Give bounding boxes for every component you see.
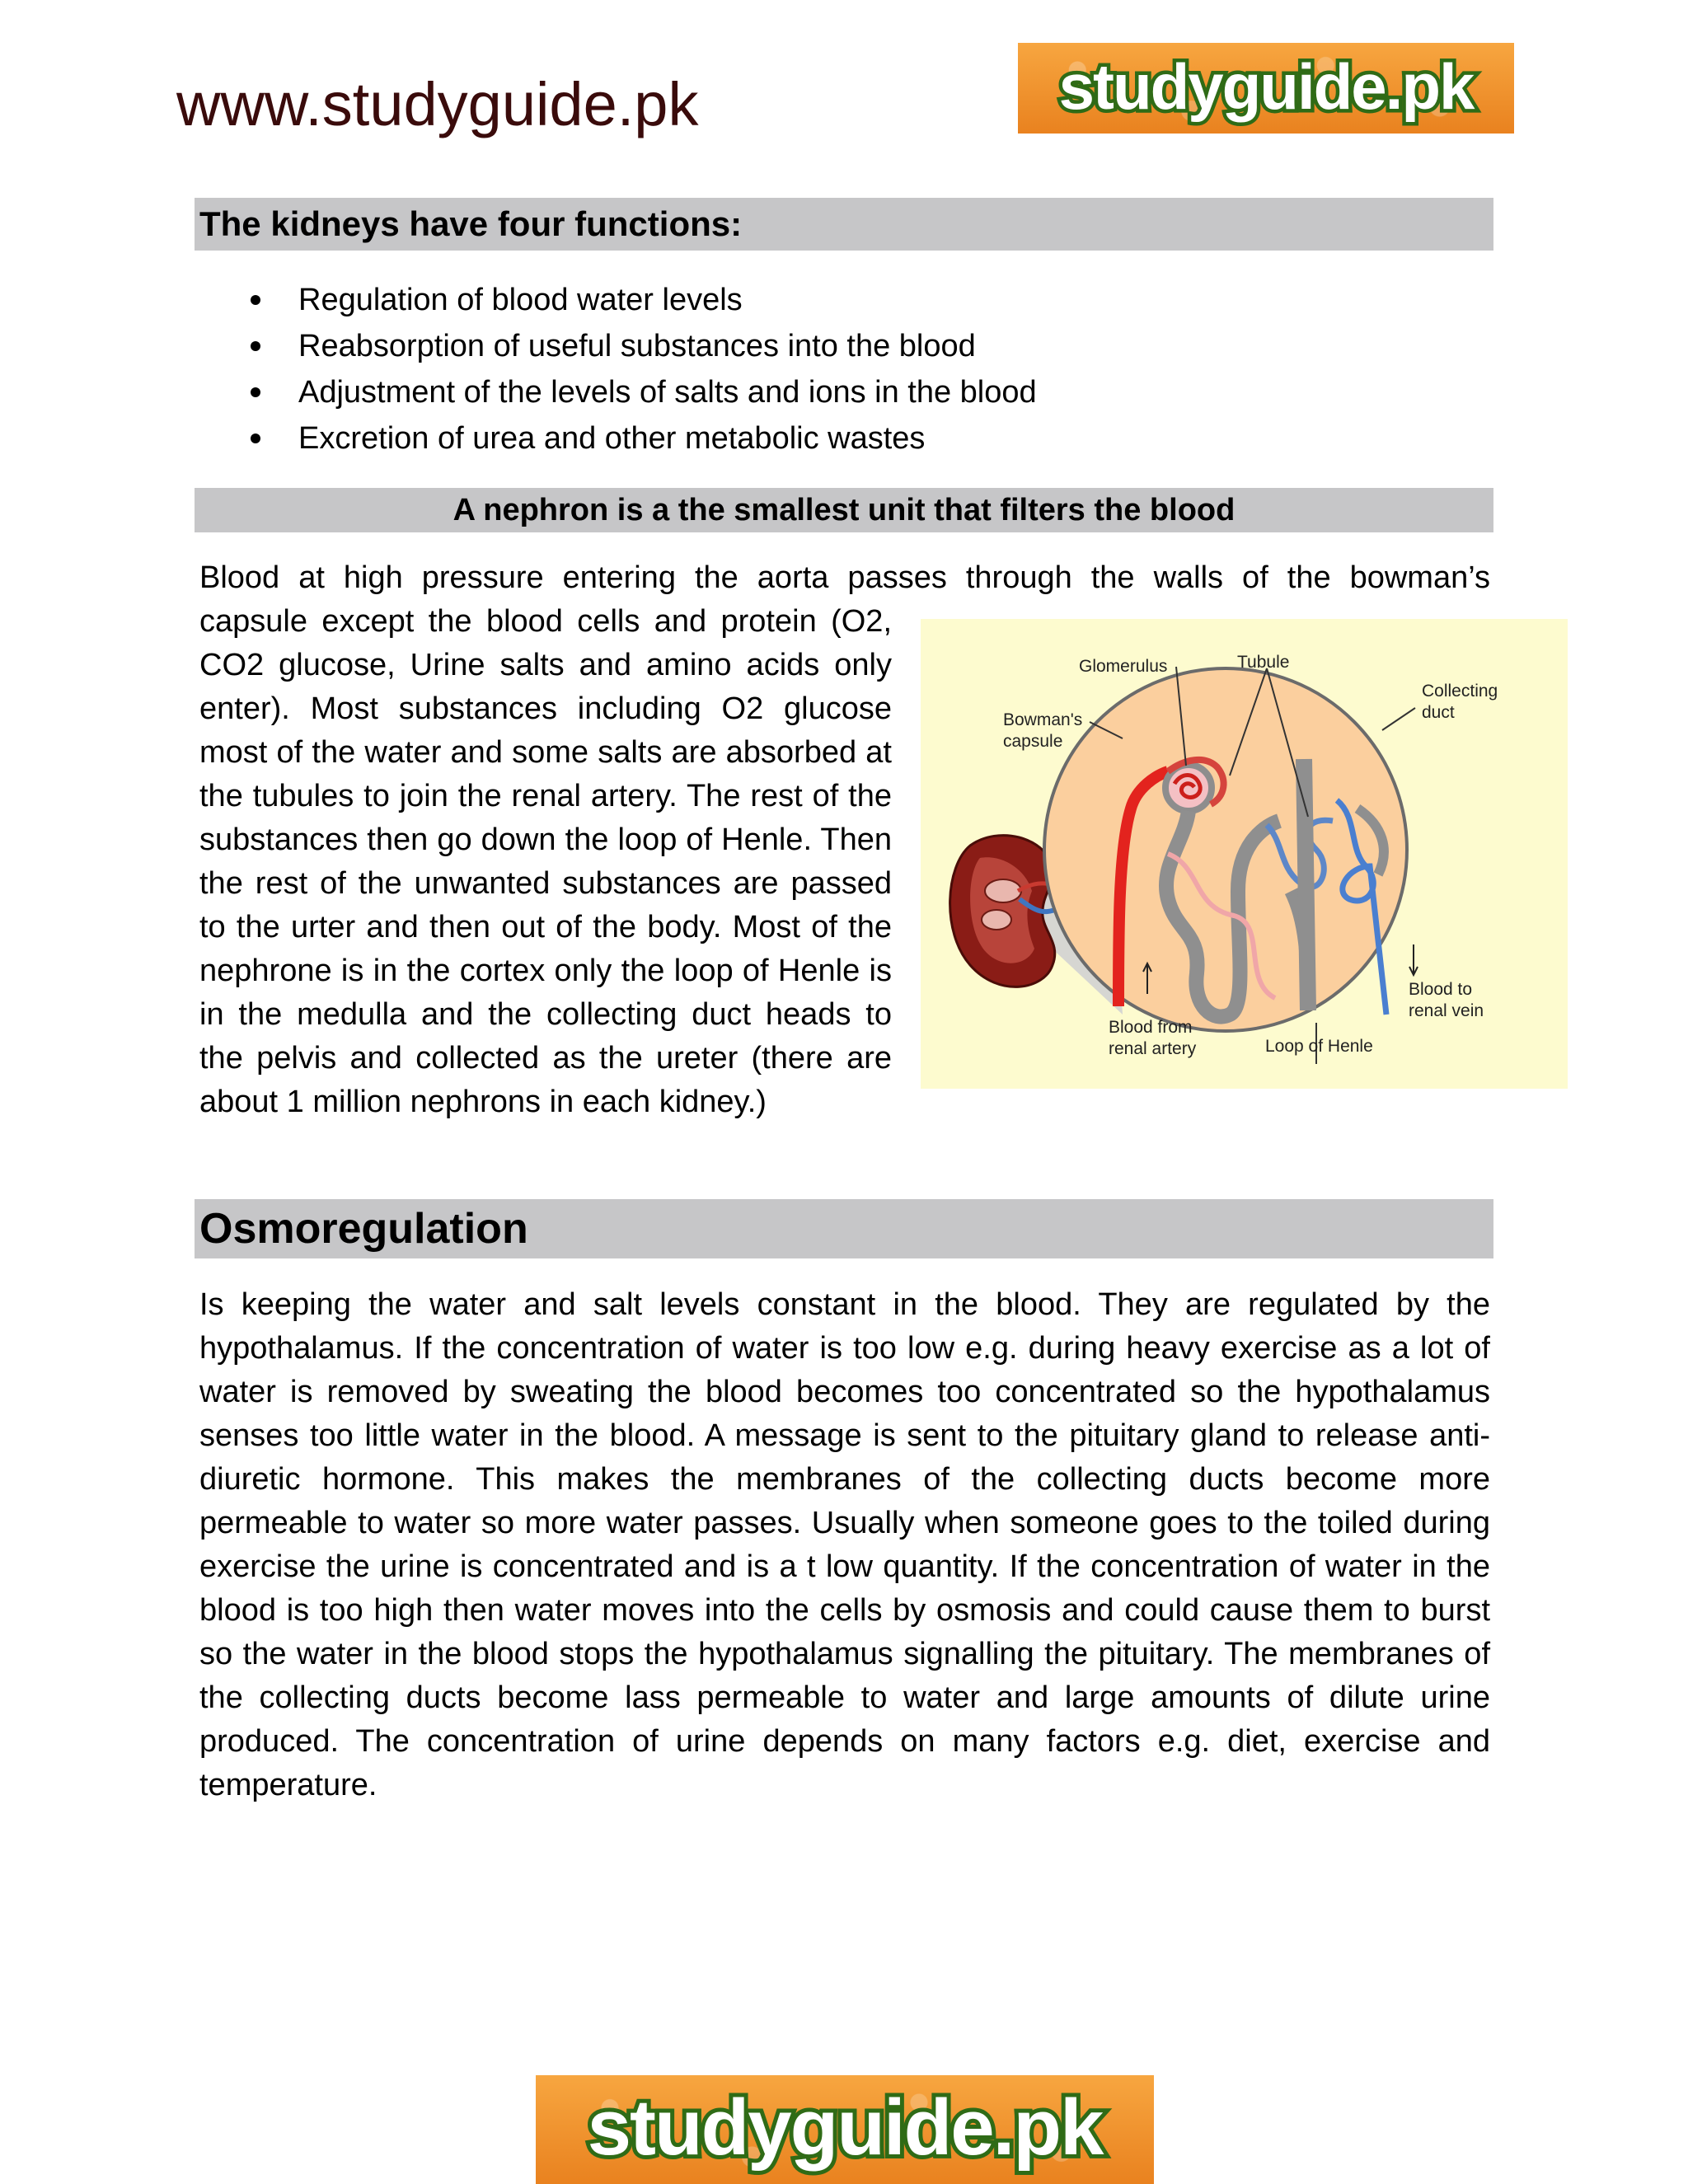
bullet-icon: [251, 434, 260, 443]
nephron-heading-bar: [195, 488, 1493, 532]
list-item-text: Regulation of blood water levels: [298, 283, 743, 317]
list-item: [247, 369, 1037, 415]
list-item: [247, 415, 1037, 462]
list-item: [247, 323, 1037, 369]
label-collecting-duct-1: Collecting: [1422, 682, 1498, 701]
pointer-line: [1382, 708, 1415, 730]
label-glomerulus: Glomerulus: [1079, 657, 1168, 676]
list-item: [247, 277, 1037, 323]
bullet-icon: [251, 341, 260, 351]
list-item-text: Excretion of urea and other metabolic wastes: [298, 421, 926, 456]
label-tubule: Tubule: [1237, 653, 1290, 672]
site-url[interactable]: www.studyguide.pk: [176, 70, 699, 138]
functions-heading: The kidneys have four functions:: [199, 204, 743, 243]
osmoregulation-heading: Osmoregulation: [199, 1205, 528, 1253]
bullet-icon: [251, 295, 260, 305]
studyguide-logo-footer[interactable]: [536, 2075, 1154, 2184]
label-bowmans-2: capsule: [1003, 732, 1063, 751]
logo-art: [536, 2075, 1154, 2184]
nephron-diagram: [921, 619, 1568, 1089]
collecting-duct-main: [1304, 759, 1308, 1010]
functions-list: [247, 277, 1037, 462]
zoom-circle: [1044, 668, 1407, 1031]
label-loop-of-henle: Loop of Henle: [1265, 1037, 1373, 1056]
nephron-paragraph-first-line: Blood at high pressure entering the aorta passes through the walls of the bowman’s: [199, 560, 1490, 595]
label-blood-from-1: Blood from: [1109, 1018, 1193, 1037]
functions-heading-bar: [195, 198, 1493, 251]
list-item-text: Adjustment of the levels of salts and ions in the blood: [298, 375, 1037, 410]
logo-text: studyguide.pk: [587, 2083, 1103, 2172]
label-blood-to-2: renal vein: [1409, 1001, 1484, 1020]
list-item-text: Reabsorption of useful substances into the blood: [298, 329, 976, 363]
osmoregulation-paragraph: Is keeping the water and salt levels constant in the blood. They are regulated by the hypothalamus. If the concentration of water is too low e.g. during heavy exercise as a lot of water is removed by sweating the blood becomes too concentrated so the hypothalamus senses too little water in the blood. A message is sent to the pituitary gland to release anti-diuretic hormone. This makes the membranes of the collecting ducts become more permeable to water so more water passes. Usually when someone goes to the toiled during exercise the urine is concentrated and is a t low quantity. If the concentration of water in the blood is too high then water moves into the cells by osmosis and could cause them to burst so the water in the blood stops the hypothalamus signalling the pituitary. The membranes of the collecting ducts become lass permeable to water and large amounts of dilute urine produced. The concentration of urine depends on many factors e.g. diet, exercise and temperature.: [199, 1287, 1490, 1802]
studyguide-logo[interactable]: [1018, 43, 1514, 134]
label-blood-to-1: Blood to: [1409, 980, 1473, 999]
label-blood-from-2: renal artery: [1109, 1039, 1197, 1058]
label-collecting-duct-2: duct: [1422, 703, 1455, 722]
osmoregulation-heading-bar: [195, 1199, 1493, 1258]
nephron-heading: A nephron is a the smallest unit that filters the blood: [452, 493, 1236, 527]
logo-text: studyguide.pk: [1058, 50, 1474, 123]
label-bowmans-1: Bowman's: [1003, 710, 1083, 729]
bullet-icon: [251, 387, 260, 397]
logo-art: [1018, 43, 1514, 134]
nephron-paragraph: capsule except the blood cells and protein (O2, CO2 glucose, Urine salts and amino acids only enter). Most substances including O2 glucose most of the water and some salts are absorbed at the tubules to join the renal artery. The rest of the substances then go down the loop of Henle. Then the rest of the unwanted substances are passed to the urter and then out of the body. Most of the nephrone is in the cortex only the loop of Henle is in the medulla and the collecting duct heads to the pelvis and collected as the ureter (there are about 1 million nephrons in each kidney.): [199, 604, 892, 1119]
